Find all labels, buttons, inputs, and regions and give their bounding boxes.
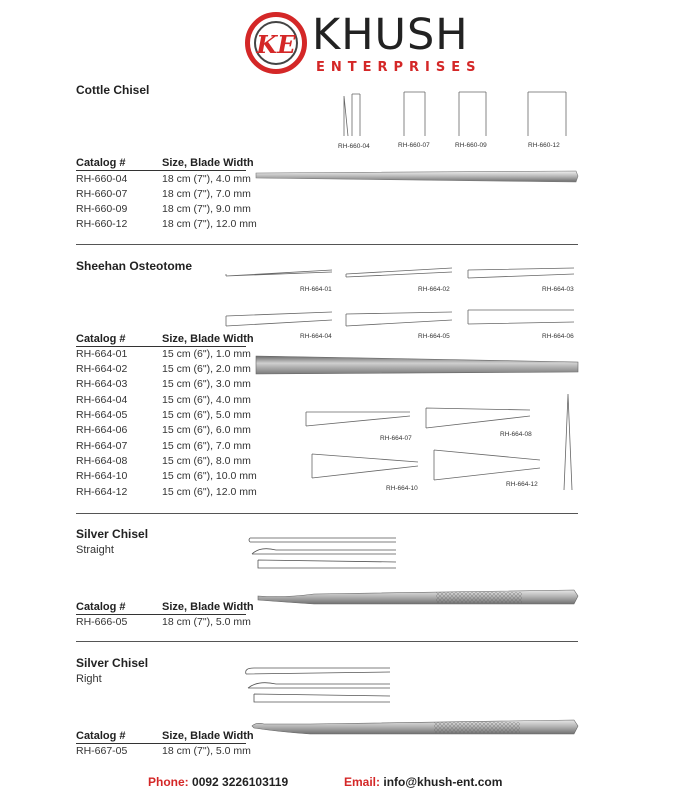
section-divider [76, 641, 578, 642]
catalog-number: RH-664-10 [76, 470, 128, 482]
size-header: Size, Blade Width [162, 333, 254, 345]
catalog-number: RH-664-06 [76, 424, 128, 436]
sheehan-tip-diagrams-bottom [300, 390, 585, 500]
table-row [76, 424, 276, 439]
tip-outline-664-08 [426, 408, 530, 428]
silver-chisel-straight-diagram [246, 532, 406, 574]
cottle-chisel-instrument [254, 166, 584, 186]
silver-chisel-right-diagram [240, 662, 400, 708]
diagram-label: RH-660-09 [455, 142, 487, 149]
catalog-header: Catalog # [76, 157, 126, 169]
diagram-label: RH-664-02 [418, 286, 450, 293]
table-row [76, 440, 276, 455]
table-row [76, 203, 276, 218]
table-row [76, 378, 276, 393]
catalog-number: RH-664-05 [76, 409, 128, 421]
size-header: Size, Blade Width [162, 730, 254, 742]
size-value: 15 cm (6"), 4.0 mm [162, 394, 251, 406]
table-row [76, 188, 276, 203]
size-value: 18 cm (7"), 9.0 mm [162, 203, 251, 215]
tip-outline-664-01 [226, 270, 332, 276]
table-row [76, 455, 276, 470]
size-value: 15 cm (6"), 3.0 mm [162, 378, 251, 390]
size-value: 15 cm (6"), 12.0 mm [162, 486, 257, 498]
profile-outline-middle [252, 549, 396, 554]
footer-phone [148, 775, 288, 789]
section-title-cottle-chisel: Cottle Chisel [76, 83, 150, 97]
section-subtitle-straight: Straight [76, 544, 114, 556]
section-title-silver-chisel-straight: Silver Chisel [76, 527, 149, 541]
email-label: Email: [344, 775, 381, 789]
header-underline [76, 346, 246, 347]
size-value: 15 cm (6"), 10.0 mm [162, 470, 257, 482]
section-subtitle-right: Right [76, 673, 102, 685]
size-value: 15 cm (6"), 7.0 mm [162, 440, 251, 452]
catalog-number: RH-660-04 [76, 173, 128, 185]
catalog-number: RH-664-01 [76, 348, 128, 360]
size-value: 15 cm (6"), 5.0 mm [162, 409, 251, 421]
header-underline [76, 170, 246, 171]
diagram-label: RH-664-03 [542, 286, 574, 293]
tip-outline-664-10 [312, 454, 418, 478]
table-row [76, 616, 276, 631]
tip-outline-664-02 [346, 268, 452, 277]
catalog-number: RH-664-03 [76, 378, 128, 390]
tip-outline-664-07 [306, 412, 410, 426]
catalog-number: RH-666-05 [76, 616, 128, 628]
silver-chisel-straight-instrument [254, 586, 584, 612]
tip-outline-660-12 [528, 92, 566, 136]
catalog-number: RH-667-05 [76, 745, 128, 757]
size-value: 18 cm (7"), 4.0 mm [162, 173, 251, 185]
side-profile-outline [564, 394, 572, 490]
diagram-label: RH-664-05 [418, 333, 450, 340]
profile-outline-top [246, 668, 390, 674]
email-address[interactable]: info@khush-ent.com [383, 775, 503, 789]
size-value: 18 cm (7"), 7.0 mm [162, 188, 251, 200]
section-divider [76, 244, 578, 245]
tip-outline-664-12 [434, 450, 540, 480]
profile-outline-bottom [258, 560, 396, 568]
phone-number[interactable]: 0092 3226103119 [192, 775, 289, 789]
diagram-label: RH-664-10 [386, 485, 418, 492]
header-underline [76, 743, 246, 744]
tip-outline-660-07 [404, 92, 425, 136]
catalog-number: RH-664-02 [76, 363, 128, 375]
table-row [76, 470, 276, 485]
diagram-label: RH-664-07 [380, 435, 412, 442]
size-value: 15 cm (6"), 2.0 mm [162, 363, 251, 375]
table-row [76, 363, 276, 378]
diagram-label: RH-664-06 [542, 333, 574, 340]
diagram-label: RH-660-04 [338, 143, 370, 150]
knurled-grip [434, 722, 520, 733]
logo-initials: KE [256, 30, 296, 59]
size-value: 15 cm (6"), 1.0 mm [162, 348, 251, 360]
size-header: Size, Blade Width [162, 601, 254, 613]
section-divider [76, 513, 578, 514]
sheehan-osteotome-instrument [254, 352, 584, 382]
sheehan-tip-diagrams-top [220, 262, 580, 342]
section-title-silver-chisel-right: Silver Chisel [76, 656, 149, 670]
section-title-sheehan-osteotome: Sheehan Osteotome [76, 259, 193, 273]
catalog-header: Catalog # [76, 730, 126, 742]
size-value: 18 cm (7"), 5.0 mm [162, 616, 251, 628]
size-value: 18 cm (7"), 5.0 mm [162, 745, 251, 757]
tip-outline-660-04b [352, 94, 360, 136]
profile-outline-middle [248, 683, 390, 688]
catalog-number: RH-660-07 [76, 188, 128, 200]
catalog-number: RH-660-12 [76, 218, 128, 230]
catalog-header: Catalog # [76, 601, 126, 613]
cottle-chisel-tip-diagrams [330, 88, 590, 154]
tip-outline-664-05 [346, 312, 452, 326]
profile-outline-top [249, 538, 396, 542]
size-value: 15 cm (6"), 6.0 mm [162, 424, 251, 436]
table-row [76, 218, 276, 233]
tip-outline-664-04 [226, 312, 332, 326]
catalog-number: RH-664-07 [76, 440, 128, 452]
catalog-number: RH-660-09 [76, 203, 128, 215]
brand-name: KHUSH [312, 10, 469, 60]
tip-outline-660-04 [344, 96, 348, 136]
diagram-label: RH-664-12 [506, 481, 538, 488]
size-header: Size, Blade Width [162, 157, 254, 169]
profile-outline-bottom [254, 694, 390, 702]
size-value: 15 cm (6"), 8.0 mm [162, 455, 251, 467]
table-row [76, 173, 276, 188]
phone-label: Phone: [148, 775, 189, 789]
diagram-label: RH-664-04 [300, 333, 332, 340]
catalog-number: RH-664-08 [76, 455, 128, 467]
header-underline [76, 614, 246, 615]
table-row [76, 486, 276, 501]
brand-tagline: ENTERPRISES [316, 60, 482, 75]
table-row [76, 394, 276, 409]
diagram-label: RH-660-12 [528, 142, 560, 149]
silver-chisel-right-instrument [250, 714, 584, 742]
diagram-label: RH-664-01 [300, 286, 332, 293]
table-row [76, 745, 276, 760]
catalog-header: Catalog # [76, 333, 126, 345]
catalog-number: RH-664-04 [76, 394, 128, 406]
diagram-label: RH-660-07 [398, 142, 430, 149]
catalog-number: RH-664-12 [76, 486, 128, 498]
logo-emblem [245, 12, 307, 74]
diagram-label: RH-664-08 [500, 431, 532, 438]
knurled-grip [436, 592, 522, 603]
tip-outline-660-09 [459, 92, 486, 136]
tip-outline-664-06 [468, 310, 574, 324]
size-value: 18 cm (7"), 12.0 mm [162, 218, 257, 230]
table-row [76, 409, 276, 424]
tip-outline-664-03 [468, 268, 574, 278]
footer-email [344, 775, 502, 789]
table-row [76, 348, 276, 363]
